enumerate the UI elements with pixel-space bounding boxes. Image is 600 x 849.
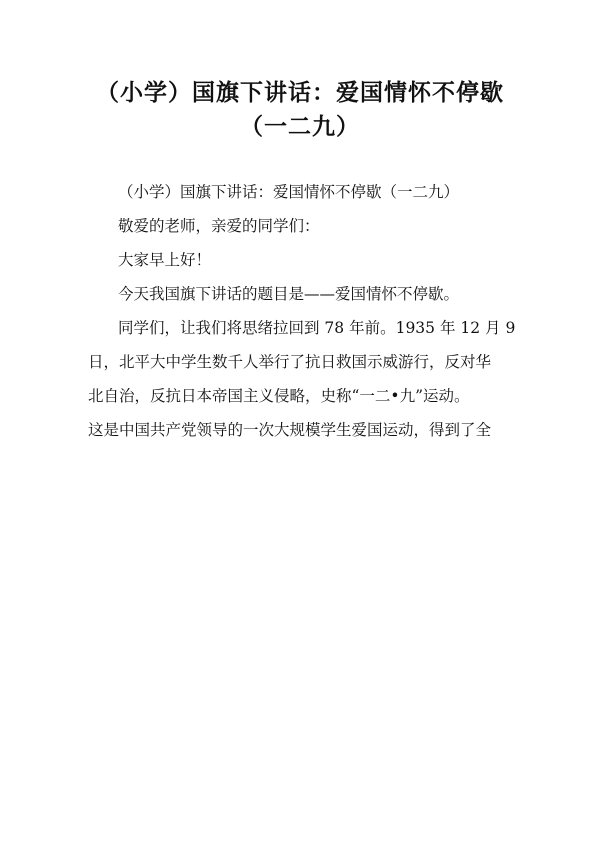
title-line-1: （小学）国旗下讲话：爱国情怀不停歇	[96, 80, 504, 106]
subtitle-line: （小学）国旗下讲话：爱国情怀不停歇（一二九）	[118, 183, 460, 201]
salutation-line: 敬爱的老师，亲爱的同学们：	[118, 217, 320, 235]
paragraph-line: 这是中国共产党领导的一次大规模学生爱国运动，得到了全	[88, 421, 492, 439]
paragraph-line: 日，北平大中学生数千人举行了抗日救国示威游行，反对华	[88, 353, 492, 371]
greeting-line: 大家早上好！	[118, 251, 212, 269]
paragraph-line: 北自治，反抗日本帝国主义侵略，史称“一二•九”运动。	[88, 387, 470, 405]
paragraph-line: 同学们，让我们将思绪拉回到 78 年前。1935 年 12 月 9	[118, 319, 516, 337]
title-line-2: （一二九）	[240, 114, 360, 140]
topic-line: 今天我国旗下讲话的题目是——爱国情怀不停歇。	[118, 285, 460, 303]
